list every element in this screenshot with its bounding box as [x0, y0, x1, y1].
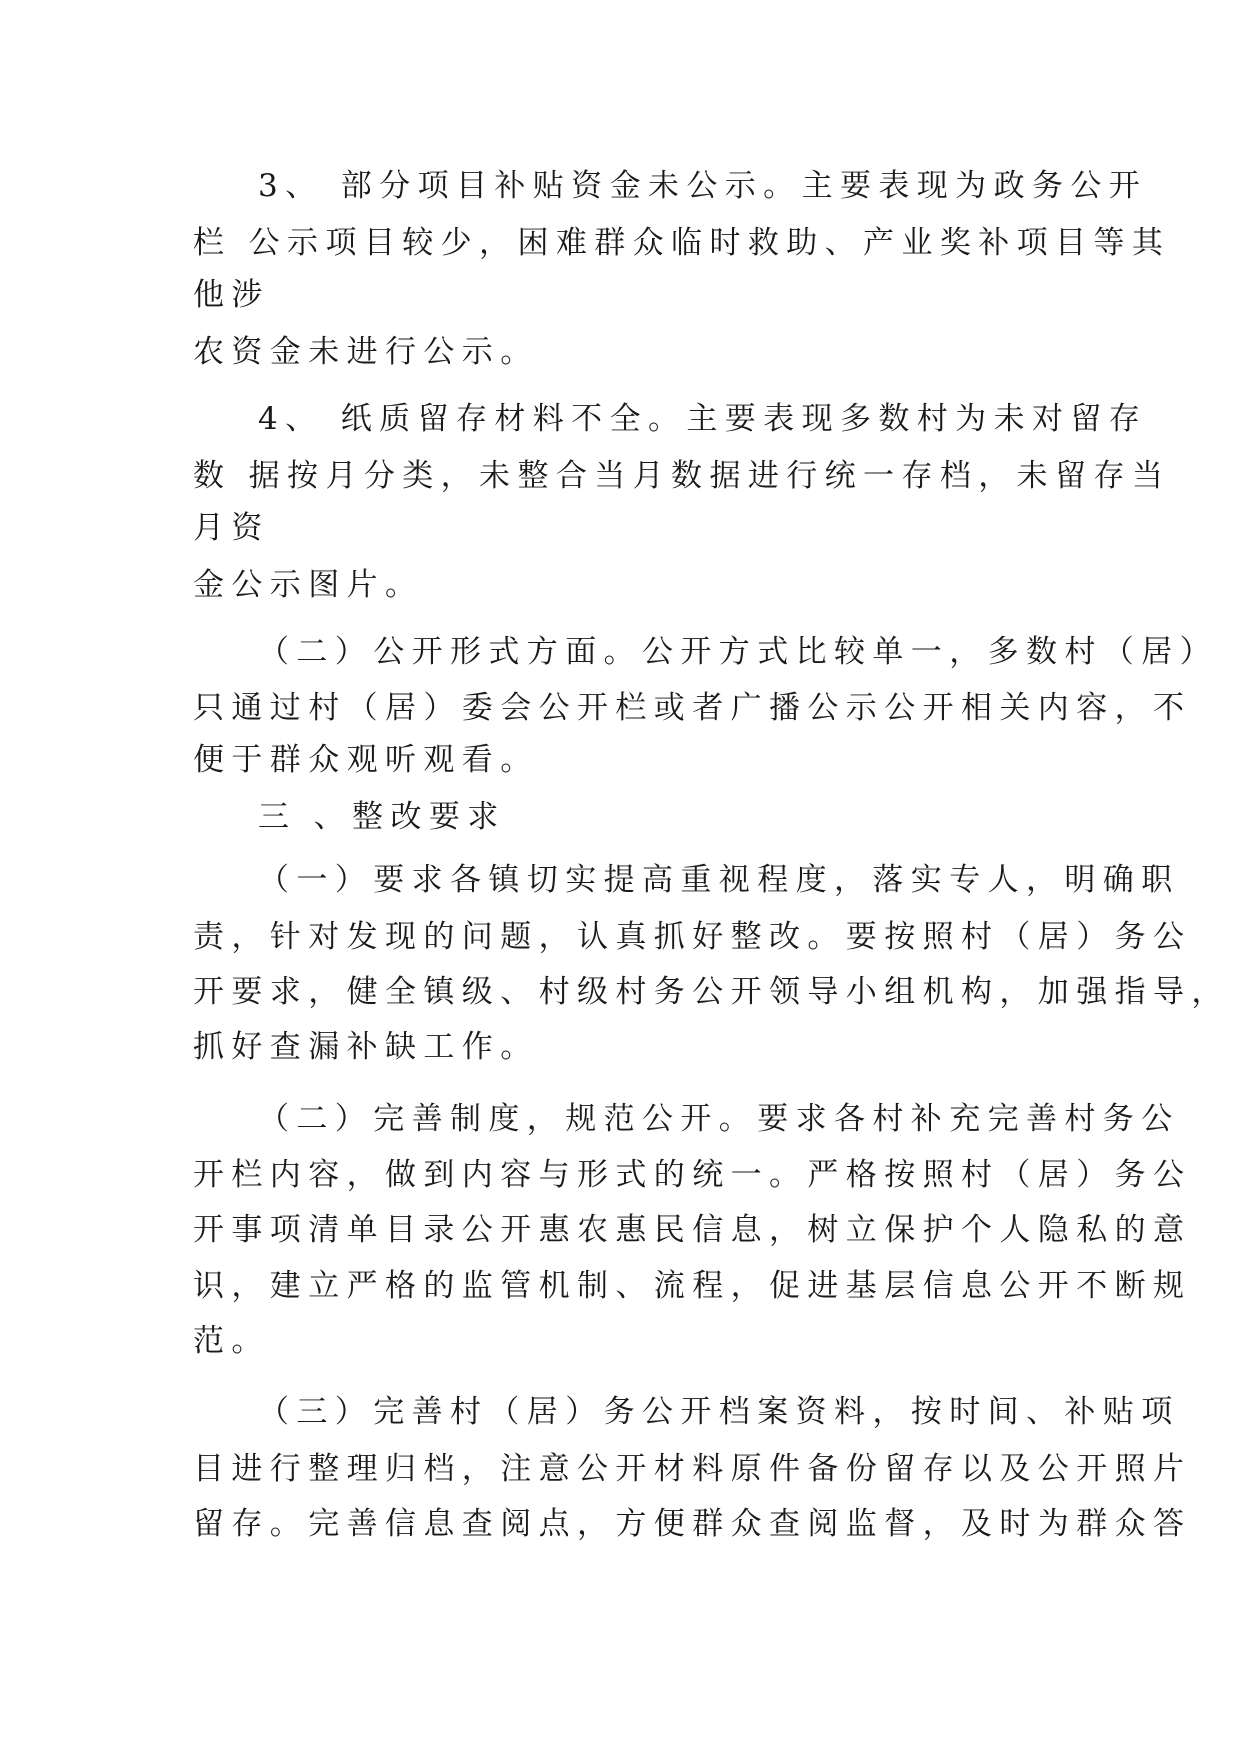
req-1-line-1: （一）要求各镇切实提高重视程度，落实专人，明确职: [258, 862, 1180, 898]
req-3-line-1: （三）完善村（居）务公开档案资料，按时间、补贴项: [258, 1394, 1180, 1430]
section-2-line-1: （二）公开形式方面。公开方式比较单一，多数村（居）: [258, 634, 1218, 670]
para-3-line-1: 3、 部分项目补贴资金未公示。主要表现为政务公开: [258, 168, 1148, 204]
req-2-line-1: （二）完善制度，规范公开。要求各村补充完善村务公: [258, 1101, 1180, 1137]
req-1-line-4: 抓好查漏补缺工作。: [193, 1029, 539, 1065]
para-4-line-4: 金公示图片。: [193, 567, 424, 603]
req-3-line-3: 留存。完善信息查阅点，方便群众查阅监督，及时为群众答: [193, 1506, 1192, 1542]
heading-rectification: 三 、整改要求: [258, 799, 506, 835]
req-1-line-3: 开要求，健全镇级、村级村务公开领导小组机构，加强指导，: [193, 974, 1230, 1010]
req-2-line-5: 范。: [193, 1323, 270, 1359]
para-4-line-1: 4、 纸质留存材料不全。主要表现多数村为未对留存: [258, 401, 1148, 437]
para-3-line-3: 他涉: [193, 277, 270, 313]
section-2-line-3: 便于群众观听观看。: [193, 742, 539, 778]
req-1-line-2: 责，针对发现的问题，认真抓好整改。要按照村（居）务公: [193, 919, 1192, 955]
req-3-line-2: 目进行整理归档，注意公开材料原件备份留存以及公开照片: [193, 1451, 1192, 1487]
para-4-line-3: 月资: [193, 510, 270, 546]
req-2-line-4: 识，建立严格的监管机制、流程，促进基层信息公开不断规: [193, 1268, 1192, 1304]
section-2-line-2: 只通过村（居）委会公开栏或者广播公示公开相关内容，不: [193, 690, 1192, 726]
req-2-line-2: 开栏内容，做到内容与形式的统一。严格按照村（居）务公: [193, 1157, 1192, 1193]
req-2-line-3: 开事项清单目录公开惠农惠民信息，树立保护个人隐私的意: [193, 1212, 1192, 1248]
para-4-line-2: 数 据按月分类，未整合当月数据进行统一存档，未留存当: [193, 458, 1171, 494]
para-3-line-4: 农资金未进行公示。: [193, 334, 539, 370]
para-3-line-2: 栏 公示项目较少，困难群众临时救助、产业奖补项目等其: [193, 225, 1171, 261]
